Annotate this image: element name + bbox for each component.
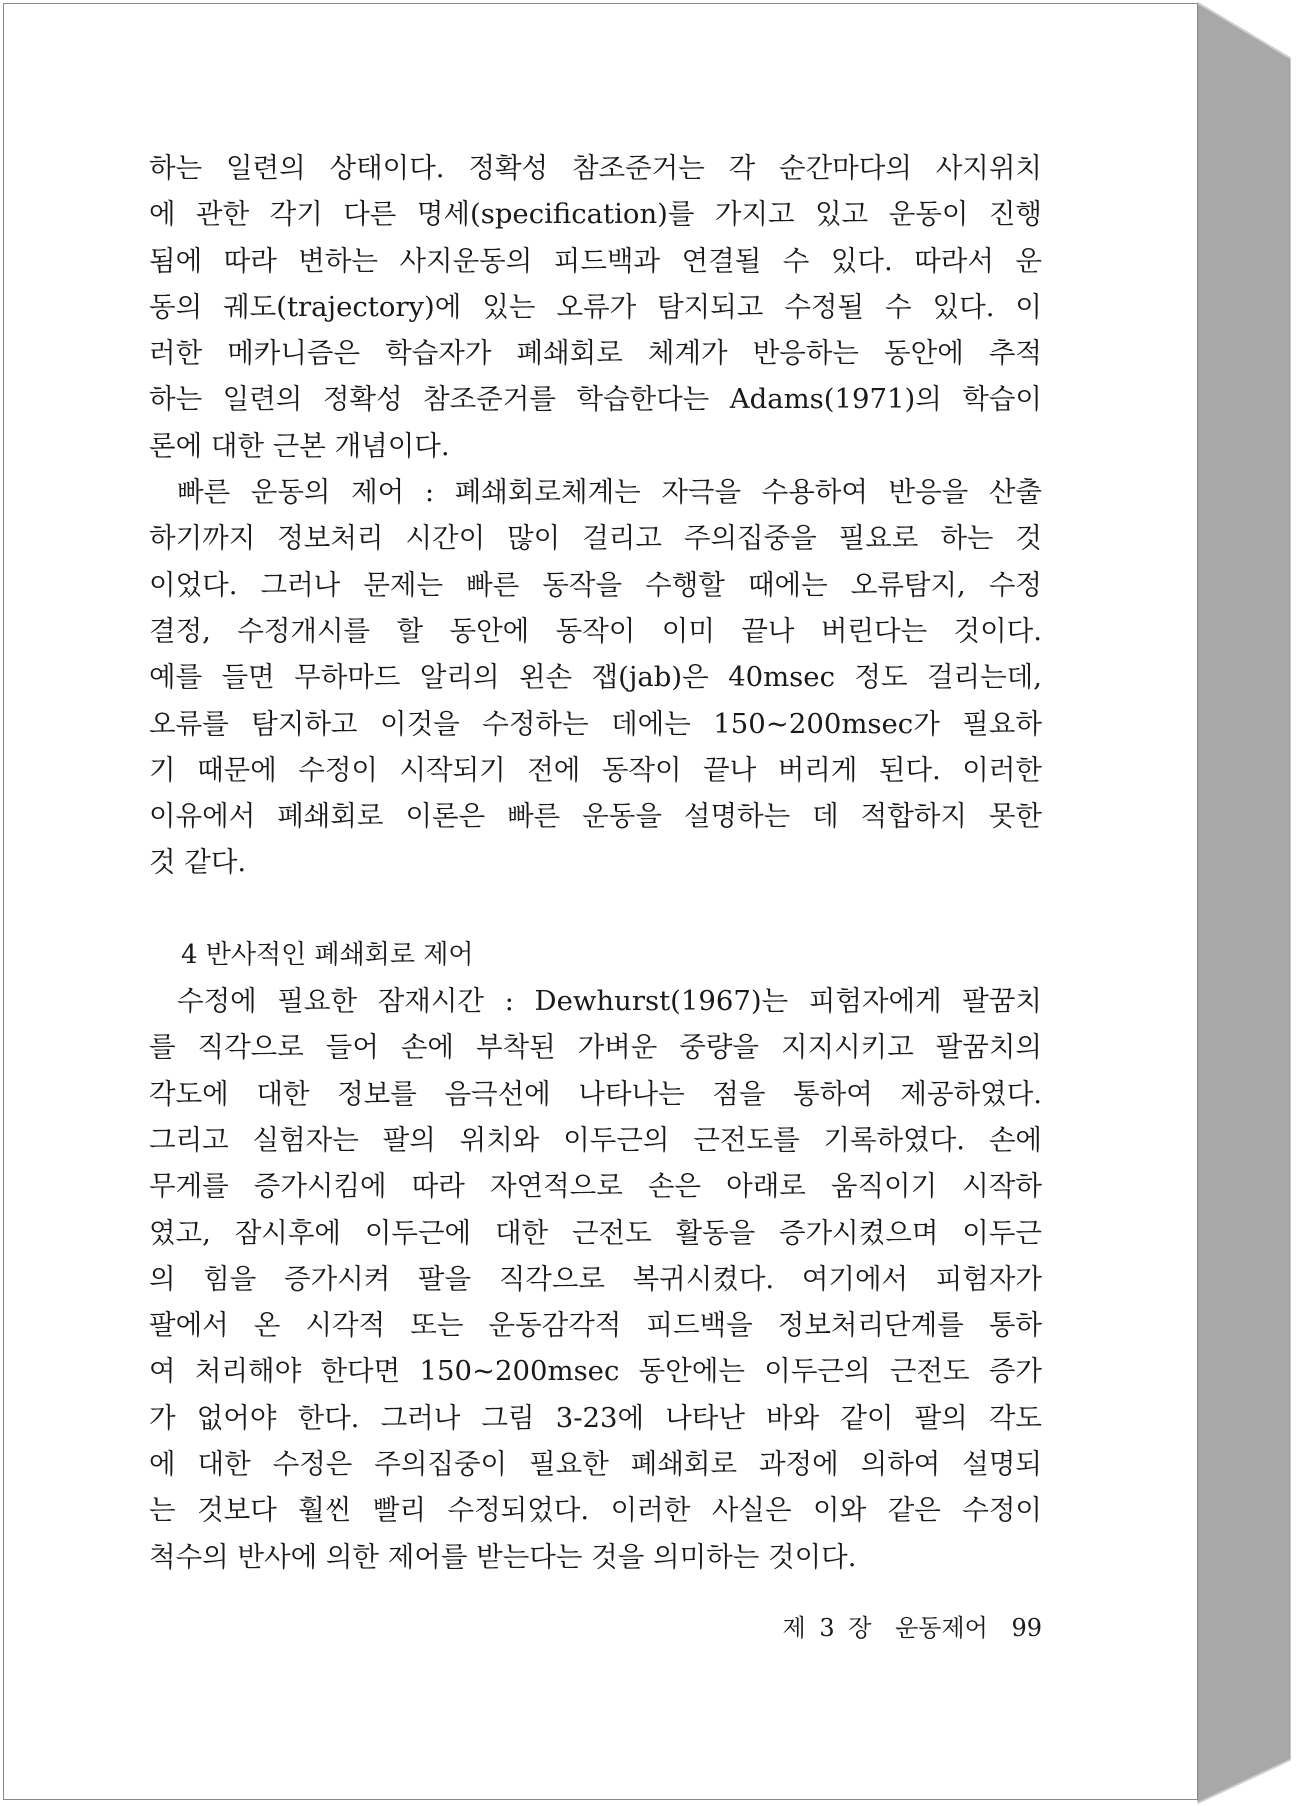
text-line: 무게를 증가시킴에 따라 자연적으로 손은 아래로 움직이기 시작하 — [149, 1170, 1042, 1203]
paragraph-3 — [149, 978, 1042, 1580]
text-line: 하기까지 정보처리 시간이 많이 걸리고 주의집중을 필요로 하는 것 — [149, 522, 1042, 555]
text-line: 결정, 수정개시를 할 동안에 동작이 이미 끝나 버린다는 것이다. — [149, 614, 1042, 647]
page-footer — [149, 1608, 1042, 1643]
page-text-body — [149, 145, 1042, 1580]
text-line: 예를 들면 무하마드 알리의 왼손 잽(jab)은 40msec 정도 걸리는데, — [149, 661, 1042, 694]
text-line: 이유에서 폐쇄회로 이론은 빠른 운동을 설명하는 데 적합하지 못한 — [149, 800, 1042, 833]
section-heading: 4 반사적인 폐쇄회로 제어 — [181, 939, 474, 970]
text-line: 그리고 실험자는 팔의 위치와 이두근의 근전도를 기록하였다. 손에 — [149, 1123, 1042, 1156]
text-line: 가 없어야 한다. 그러나 그림 3-23에 나타난 바와 같이 팔의 각도 — [149, 1401, 1042, 1434]
paragraph-2 — [149, 469, 1042, 886]
text-line: 여 처리해야 한다면 150~200msec 동안에는 이두근의 근전도 증가 — [149, 1355, 1042, 1388]
paragraph-1 — [149, 145, 1042, 469]
text-line: 는 것보다 훨씬 빨리 수정되었다. 이러한 사실은 이와 같은 수정이 — [149, 1494, 1042, 1527]
text-line: 론에 대한 근본 개념이다. — [149, 429, 450, 462]
text-line: 였고, 잠시후에 이두근에 대한 근전도 활동을 증가시켰으며 이두근 — [149, 1216, 1042, 1249]
text-line: 하는 일련의 상태이다. 정확성 참조준거는 각 순간마다의 사지위치 — [149, 152, 1042, 184]
text-line: 빠른 운동의 제어 : 폐쇄회로체계는 자극을 수용하여 반응을 산출 — [177, 476, 1042, 509]
text-line: 됨에 따라 변하는 사지운동의 피드백과 연결될 수 있다. 따라서 운 — [149, 244, 1042, 277]
text-line: 것 같다. — [149, 846, 247, 879]
text-line: 의 힘을 증가시켜 팔을 직각으로 복귀시켰다. 여기에서 피험자가 — [149, 1262, 1042, 1295]
text-line: 기 때문에 수정이 시작되기 전에 동작이 끝나 버리게 된다. 이러한 — [149, 753, 1042, 786]
text-line: 에 대한 수정은 주의집중이 필요한 폐쇄회로 과정에 의하여 설명되 — [149, 1448, 1042, 1481]
text-line: 하는 일련의 정확성 참조준거를 학습한다는 Adams(1971)의 학습이 — [149, 383, 1042, 416]
text-line: 팔에서 온 시각적 또는 운동감각적 피드백을 정보처리단계를 통하 — [149, 1309, 1042, 1342]
text-line: 를 직각으로 들어 손에 부착된 가벼운 중량을 지지시키고 팔꿈치의 — [149, 1031, 1042, 1064]
text-line: 이었다. 그러나 문제는 빠른 동작을 수행할 때에는 오류탐지, 수정 — [149, 568, 1042, 601]
page-number: 99 — [1011, 1614, 1042, 1642]
section-gap — [149, 886, 1042, 932]
text-line: 각도에 대한 정보를 음극선에 나타나는 점을 통하여 제공하였다. — [149, 1077, 1042, 1110]
text-line: 동의 궤도(trajectory)에 있는 오류가 탐지되고 수정될 수 있다. 이 — [149, 290, 1042, 323]
chapter-label: 제 3 장 — [782, 1614, 872, 1642]
text-line: 에 관한 각기 다른 명세(specification)를 가지고 있고 운동이 진행 — [149, 198, 1042, 231]
text-line: 러한 메카니즘은 학습자가 폐쇄회로 체계가 반응하는 동안에 추적 — [149, 337, 1042, 370]
text-line: 수정에 필요한 잠재시간 : Dewhurst(1967)는 피험자에게 팔꿈치 — [177, 985, 1042, 1018]
text-line: 척수의 반사에 의한 제어를 받는다는 것을 의미하는 것이다. — [149, 1540, 857, 1573]
chapter-title: 운동제어 — [895, 1614, 988, 1642]
text-line: 오류를 탐지하고 이것을 수정하는 데에는 150~200msec가 필요하 — [149, 707, 1042, 740]
